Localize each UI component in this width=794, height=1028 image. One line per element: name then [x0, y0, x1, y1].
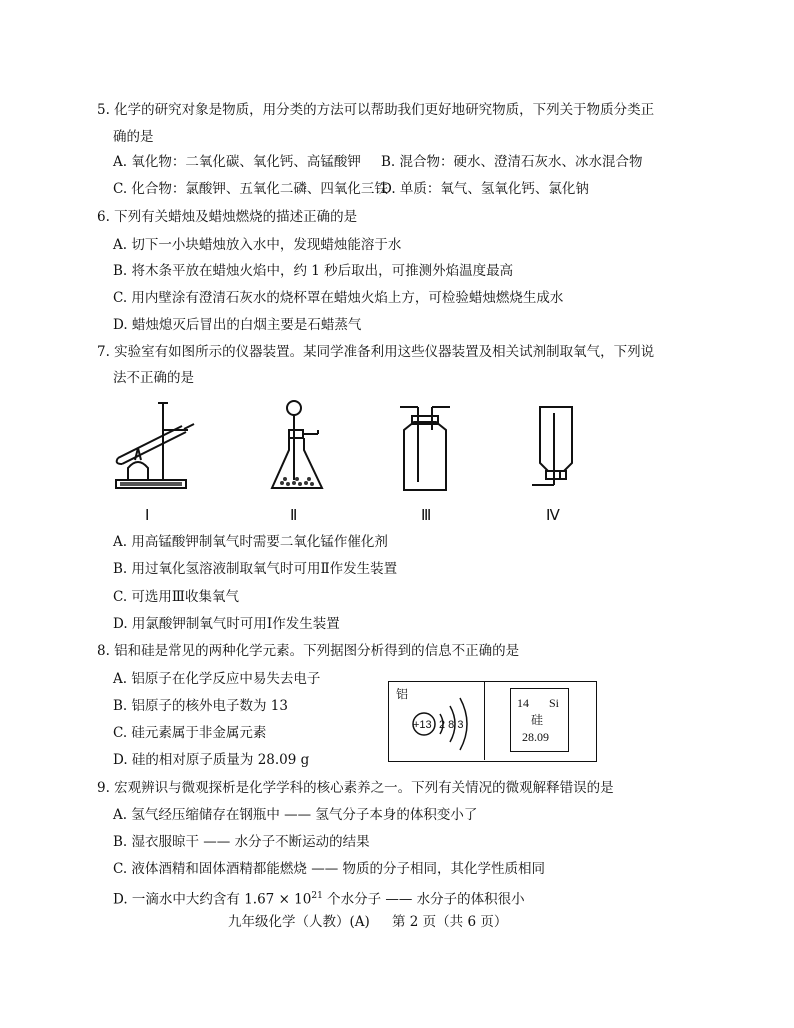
q8-option-c: C. 硅元素属于非金属元素 — [113, 725, 267, 741]
silicon-atomic-number: 14 — [517, 696, 529, 710]
q7-option-a: A. 用高锰酸钾制氧气时需要二氧化锰作催化剂 — [113, 534, 388, 550]
electron-shells: 2 8 3 — [439, 719, 464, 731]
q8-stem: 8. 铝和硅是常见的两种化学元素。下列据图分析得到的信息不正确的是 — [97, 643, 520, 659]
aluminum-label: 铝 — [396, 687, 409, 701]
q6-stem: 6. 下列有关蜡烛及蜡烛燃烧的描述正确的是 — [97, 209, 358, 225]
apparatus-label-iii: Ⅲ — [421, 508, 432, 524]
apparatus-iii-illustration — [396, 402, 456, 496]
q8-option-b: B. 铝原子的核外电子数为 13 — [113, 698, 288, 714]
q5-option-b: B. 混合物：硬水、澄清石灰水、冰水混合物 — [381, 154, 643, 170]
apparatus-label-i: Ⅰ — [145, 508, 150, 524]
q6-option-a: A. 切下一小块蜡烛放入水中，发现蜡烛能溶于水 — [113, 237, 402, 253]
q9-option-d-suffix: 个水分子 —— 水分子的体积很小 — [322, 891, 525, 908]
q9-option-d-prefix: D. 一滴水中大约含有 1.67 × 10 — [113, 891, 312, 908]
q5-option-a: A. 氧化物：二氧化碳、氧化钙、高锰酸钾 — [113, 154, 361, 170]
nucleus-charge: +13 — [413, 719, 432, 731]
divider — [484, 681, 485, 760]
q9-option-a: A. 氢气经压缩储存在钢瓶中 —— 氢气分子本身的体积变小了 — [113, 807, 478, 823]
apparatus-ii-illustration — [268, 400, 332, 498]
q5-stem-line2: 确的是 — [113, 129, 154, 145]
apparatus-i-illustration — [108, 398, 208, 498]
apparatus-label-iv: Ⅳ — [546, 508, 560, 524]
apparatus-label-ii: Ⅱ — [290, 508, 298, 524]
q7-stem-line2: 法不正确的是 — [113, 370, 194, 386]
silicon-atomic-mass: 28.09 — [522, 730, 549, 744]
q5-option-d: D. 单质：氧气、氢氧化钙、氯化钠 — [381, 181, 589, 197]
q9-option-c: C. 液体酒精和固体酒精都能燃烧 —— 物质的分子相同，其化学性质相同 — [113, 861, 546, 877]
q7-option-d: D. 用氯酸钾制氧气时可用Ⅰ作发生装置 — [113, 616, 340, 632]
q9-option-b: B. 湿衣服晾干 —— 水分子不断运动的结果 — [113, 834, 370, 850]
silicon-name: 硅 — [531, 713, 544, 727]
q7-option-c: C. 可选用Ⅲ收集氧气 — [113, 589, 239, 605]
q7-option-b: B. 用过氧化氢溶液制取氧气时可用Ⅱ作发生装置 — [113, 561, 398, 577]
q5-option-c: C. 化合物：氯酸钾、五氧化二磷、四氧化三铁 — [113, 181, 388, 197]
q9-option-d-exponent: 21 — [311, 891, 323, 901]
q6-option-d: D. 蜡烛熄灭后冒出的白烟主要是石蜡蒸气 — [113, 317, 362, 333]
footer-course: 九年级化学（人教）(A) — [228, 914, 370, 930]
q9-stem: 9. 宏观辨识与微观探析是化学学科的核心素养之一。下列有关情况的微观解释错误的是 — [97, 780, 614, 796]
footer-page-number: 第 2 页（共 6 页） — [392, 914, 508, 930]
silicon-symbol: Si — [549, 696, 560, 710]
q6-option-c: C. 用内壁涂有澄清石灰水的烧杯罩在蜡烛火焰上方，可检验蜡烛燃烧生成水 — [113, 290, 564, 306]
q9-option-d — [113, 887, 525, 909]
apparatus-iv-illustration — [524, 403, 580, 495]
q5-stem-line1: 5. 化学的研究对象是物质，用分类的方法可以帮助我们更好地研究物质，下列关于物质分类正 — [97, 102, 655, 118]
q6-option-b: B. 将木条平放在蜡烛火焰中，约 1 秒后取出，可推测外焰温度最高 — [113, 263, 514, 279]
q8-option-d: D. 硅的相对原子质量为 28.09 g — [113, 752, 310, 768]
q7-stem-line1: 7. 实验室有如图所示的仪器装置。某同学准备利用这些仪器装置及相关试剂制取氧气，下列说 — [97, 344, 655, 360]
q8-option-a: A. 铝原子在化学反应中易失去电子 — [113, 671, 321, 687]
